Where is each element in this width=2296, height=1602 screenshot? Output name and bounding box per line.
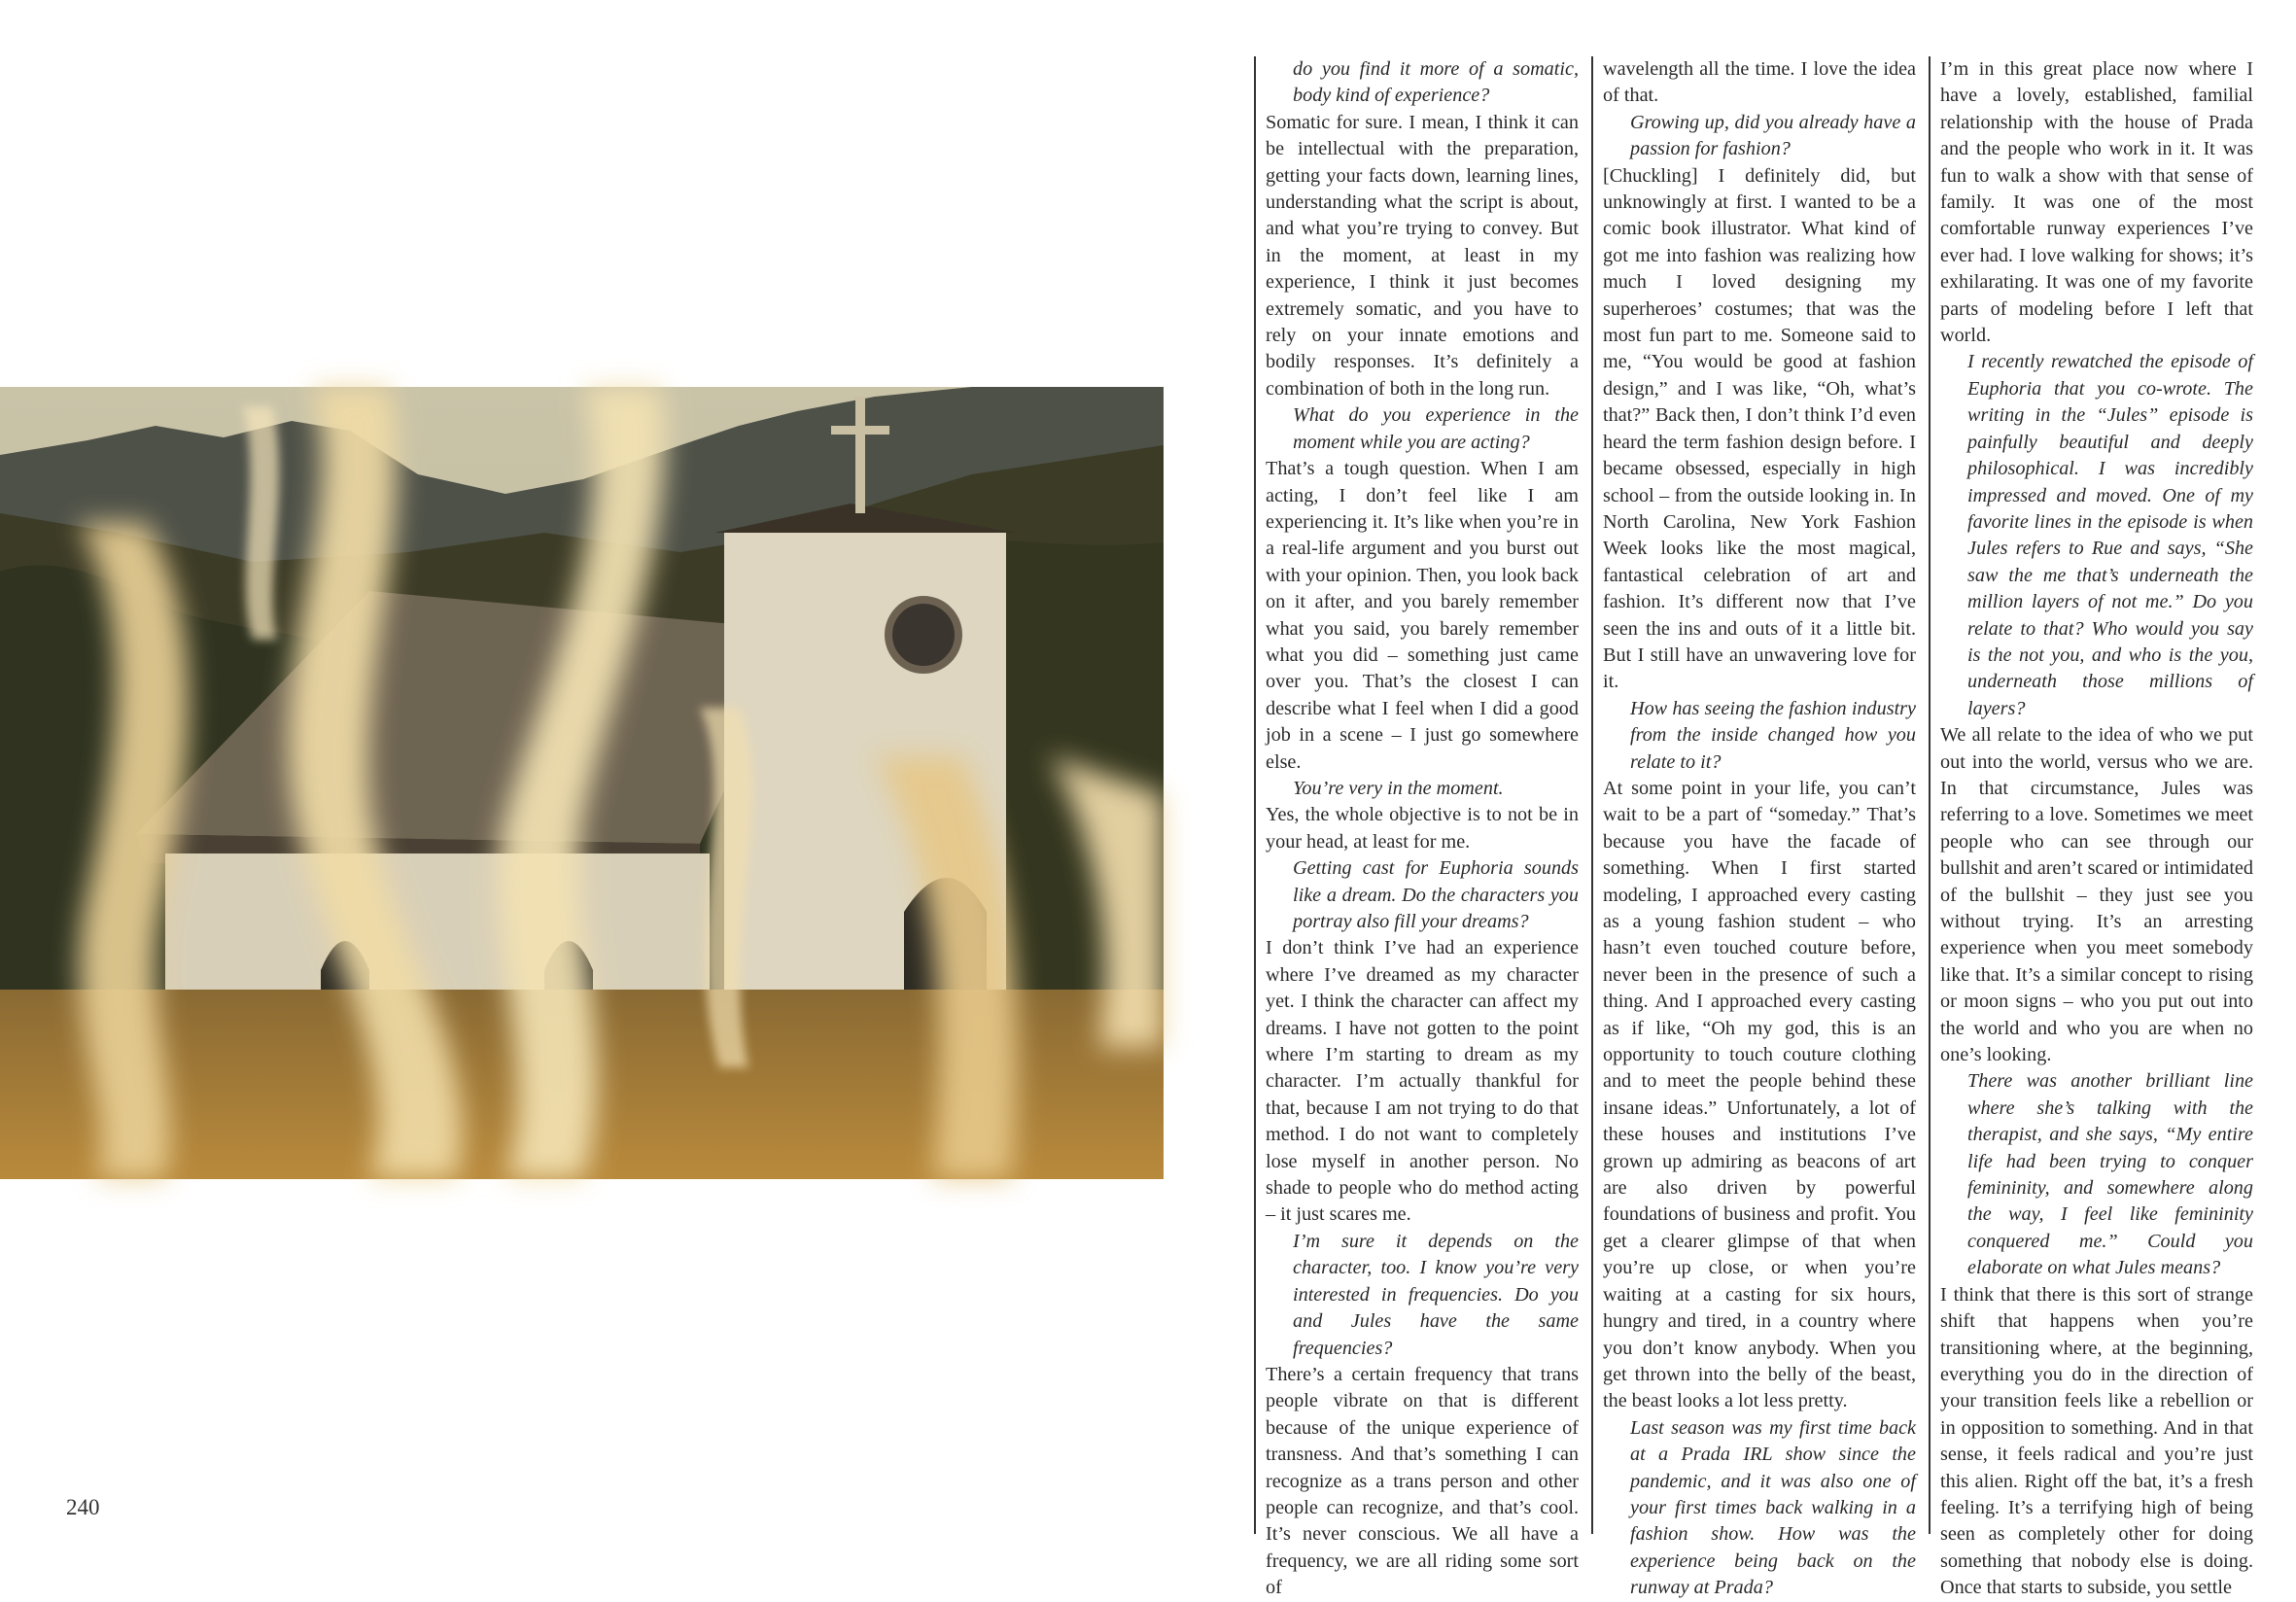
interview-answer: I don’t think I’ve had an experience where I’ve dreamed as my character yet. I think the character can affect my dreams. I have not gotten to the point where I’m starting to dream as my character. I’m actually thankful for that, because I am not trying to do that method. I do not want to completely lose myself in another person. No shade to people who do method acting – it just scares me. bbox=[1266, 937, 1579, 1226]
interview-answer: That’s a tough question. When I am acting, I don’t feel like I am experiencing it. It’s like when you’re in a real-life argument and you burst out with your opinion. Then, you look back on it after, and you barely remember what you said, you barely remember what you did – something just came over you. That’s the closest I can describe what I feel when I did a good job in a scene – I just go somewhere else. bbox=[1266, 458, 1579, 773]
column-rule bbox=[1254, 56, 1256, 1534]
interview-question: How has seeing the fashion industry from the inside changed how you relate to it? bbox=[1630, 697, 1916, 773]
interview-question: What do you experience in the moment while you are acting? bbox=[1293, 404, 1579, 453]
text-column-3 bbox=[1940, 56, 2253, 1599]
interview-answer: [Chuckling] I definitely did, but unknowingly at first. I wanted to be a comic book illustrator. What kind of got me into fashion was realizing how much I loved designing my superheroes’ costumes; that was the most fun part to me. Someone said to me, “You would be good at fashion design,” and I was like, “Oh, what’s that?” Back then, I don’t think I’d even heard the term fashion design before. I became obsessed, especially in high school – from the outside looking in. In North Carolina, New York Fashion Week looks like the most magical, fantastical celebration of art and fashion. It’s different now that I’ve seen the ins and outs of it a little bit. But I still have an unwavering love for it. bbox=[1603, 164, 1916, 693]
interview-answer: We all relate to the idea of who we put out into the world, versus who we are. In that circumstance, Jules was referring to a love. Sometimes we meet people who can see through our bullshit and aren’t scared or intimidated of the bullshit – they just see you without trying. It’s an arresting experience when you meet somebody like that. It’s a similar concept to rising or moon signs – who you put out into the world and who you are when no one’s looking. bbox=[1940, 724, 2253, 1066]
interview-question: Getting cast for Euphoria sounds like a dream. Do the characters you portray also fill your dreams? bbox=[1293, 857, 1579, 932]
interview-question: do you find it more of a somatic, body kind of experience? bbox=[1293, 58, 1579, 107]
text-column-2 bbox=[1603, 56, 1916, 1599]
interview-question: I recently rewatched the episode of Euphoria that you co-wrote. The writing in the “Jules” episode is painfully beautiful and deeply philosophical. I was incredibly impressed and moved. One of my favorite lines in the episode is when Jules refers to Rue and says, “She saw the me that’s underneath the million layers of not me.” Do you relate to that? Who would you say is the not you, and who is the you, underneath those millions of layers? bbox=[1967, 351, 2253, 719]
text-column-1 bbox=[1266, 56, 1579, 1599]
church-photo-illustration bbox=[0, 387, 1164, 1179]
interview-answer: At some point in your life, you can’t wait to be a part of “someday.” That’s because you have the facade of something. When I first started modeling, I approached every casting as a young fashion student – who hasn’t even touched couture before, never been in the presence of such a thing. And I approached every casting as if like, “Oh my god, this is an opportunity to touch couture clothing and to meet the people behind these insane ideas.” Unfortunately, a lot of these houses and institutions I’ve grown up admiring as beacons of art are also driven by powerful foundations of business and profit. You get a clearer glimpse of that when you’re up close, or when you’re waiting at a casting for six hours, hungry and tired, in a country where you don’t know anybody. When you get thrown into the belly of the beast, the beast looks a lot less pretty. bbox=[1603, 777, 1916, 1412]
interview-answer: Somatic for sure. I mean, I think it can be intellectual with the preparation, getting your facts down, learning lines, understanding what the script is about, and what you’re trying to convey. But in the moment, at least in my experience, I think it just becomes extremely somatic, and you have to rely on your innate emotions and bodily responses. It’s definitely a combination of both in the long run. bbox=[1266, 111, 1579, 400]
page-number: 240 bbox=[66, 1495, 100, 1519]
interview-answer: There’s a certain frequency that trans people vibrate on that is different because of the unique experience of transness. And that’s something I can recognize as a trans person and other people can recognize, and that’s cool. It’s never conscious. We all have a frequency, we are all riding some sort of bbox=[1266, 1363, 1579, 1599]
column-rule bbox=[1591, 56, 1593, 1534]
interview-answer: Yes, the whole objective is to not be in your head, at least for me. bbox=[1266, 804, 1579, 853]
interview-question: Growing up, did you already have a passion for fashion? bbox=[1630, 111, 1916, 160]
church-photo bbox=[0, 387, 1164, 1179]
interview-question: There was another brilliant line where she’s talking with the therapist, and she says, “My entire life had been trying to conquer femininity, and somewhere along the way, I feel like femininity conquered me.” Could you elaborate on what Jules means? bbox=[1967, 1070, 2253, 1279]
interview-question: You’re very in the moment. bbox=[1293, 777, 1504, 799]
column-rule bbox=[1929, 56, 1931, 1534]
interview-question: Last season was my first time back at a Prada IRL show since the pandemic, and it was also one of your first times back walking in a fashion show. How was the experience being back on the runway at Prada? bbox=[1630, 1416, 1916, 1599]
interview-answer: I’m in this great place now where I have a lovely, established, familial relationship with the house of Prada and the people who work in it. It was fun to walk a show with that sense of family. It was one of the most comfortable runway experiences I’ve ever had. I love walking for shows; it’s exhilarating. It was one of my favorite parts of modeling before I left that world. bbox=[1940, 58, 2253, 347]
interview-question: I’m sure it depends on the character, too. I know you’re very interested in frequencies. Do you and Jules have the same frequencies? bbox=[1293, 1230, 1579, 1359]
interview-answer: I think that there is this sort of strange shift that happens when you’re transitioning where, at the beginning, everything you do in the direction of your transition feels like a rebellion or in opposition to something. And in that sense, it feels radical and you’re just this alien. Right off the bat, it’s a fresh feeling. It’s a terrifying high of being seen as completely other for doing something that nobody else is doing. Once that starts to subside, you settle bbox=[1940, 1283, 2253, 1599]
interview-answer: wavelength all the time. I love the idea of that. bbox=[1603, 58, 1916, 107]
